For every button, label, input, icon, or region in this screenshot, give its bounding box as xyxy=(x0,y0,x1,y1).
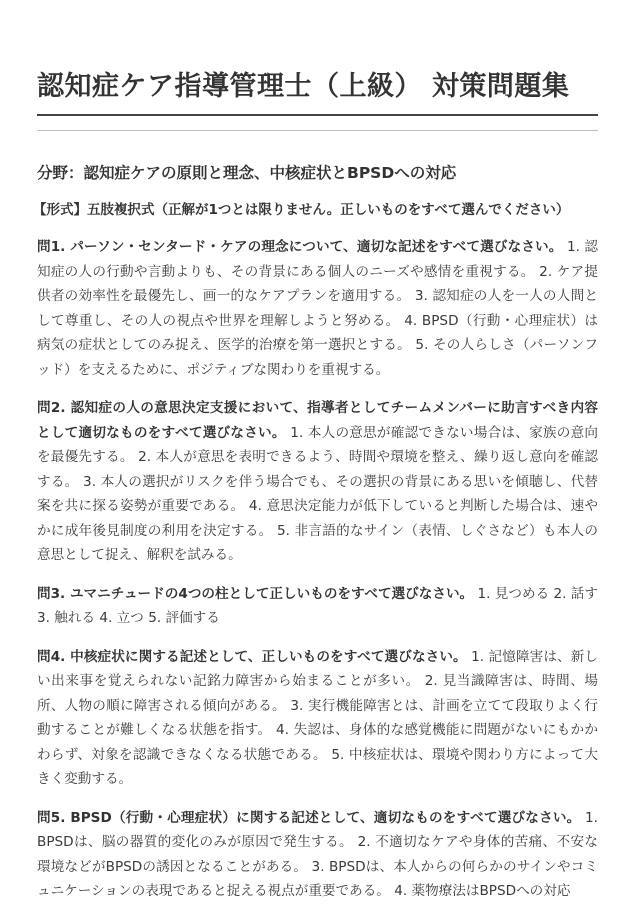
question-stem: 問3. ユマニチュードの4つの柱として正しいものをすべて選びなさい。 xyxy=(37,585,474,602)
question-2 xyxy=(37,396,598,568)
question-stem: 問5. BPSD（行動・心理症状）に関する記述として、適切なものをすべて選びなさい。 xyxy=(37,809,581,826)
question-stem: 問1. パーソン・センタード・ケアの理念について、適切な記述をすべて選びなさい。 xyxy=(37,239,563,255)
question-options: 1. BPSDは、脳の器質的変化のみが原因で発生する。 2. 不適切なケアや身体的苦痛、不安な環境などがBPSDの誘因となることがある。 3. BPSDは、本人からの何らかのサインやコミュニケーションの表現であると捉える視点が重要である。 4. 薬物療法はBPSDへの対応 xyxy=(37,809,598,899)
question-5 xyxy=(37,806,598,904)
page-title: 認知症ケア指導管理士（上級） 対策問題集 xyxy=(37,71,570,102)
question-options: 1. 見つめる 2. 話す 3. 触れる 4. 立つ 5. 評価する xyxy=(37,585,598,626)
question-1 xyxy=(37,235,598,382)
field-heading: 分野：認知症ケアの原則と理念、中核症状とBPSDへの対応 xyxy=(37,164,457,182)
divider xyxy=(37,130,598,131)
title-underline xyxy=(37,114,598,116)
question-stem: 問2. 認知症の人の意思決定支援において、指導者としてチームメンバーに助言すべき内容として適切なものをすべて選びなさい。 xyxy=(37,400,598,441)
question-stem: 問4. 中核症状に関する記述として、正しいものをすべて選びなさい。 xyxy=(37,648,467,665)
question-4 xyxy=(37,645,598,792)
format-note: 【形式】五肢複択式（正解が1つとは限りません。正しいものをすべて選んでください） xyxy=(33,202,570,218)
question-options: 1. 認知症の人の行動や言動よりも、その背景にある個人のニーズや感情を重視する。 2. ケア提供者の効率性を最優先し、画一的なケアプランを適用する。 3. 認知症の人を一人の人間として尊重し、その人の視点や世界を理解しようと努める。 4. BPSD（行動・心理症状）は病気の症状としてのみ捉え、医学的治療を第一選択とする。 5. その人らしさ（パーソンフッド）を支えるために、ポジティブな関わりを重視する。 xyxy=(37,239,599,378)
question-options: 1. 本人の意思が確認できない場合は、家族の意向を最優先する。 2. 本人が意思を表明できるよう、時間や環境を整え、繰り返し意向を確認する。 3. 本人の選択がリスクを伴う場合でも、その選択の背景にある思いを傾聴し、代替案を共に探る姿勢が重要である。 4. 意思決定能力が低下していると判断した場合は、速やかに成年後見制度の利用を決定する。 5. 非言語的なサイン（表情、しぐさなど）も本人の意思として捉え、解釈を試みる。 xyxy=(37,424,598,563)
question-options: 1. 記憶障害は、新しい出来事を覚えられない記銘力障害から始まることが多い。 2. 見当識障害は、時間、場所、人物の順に障害される傾向がある。 3. 実行機能障害とは、計画を立てて段取りよく行動することが難しくなる状態を指す。 4. 失認は、身体的な感覚機能に問題がないにもかかわらず、対象を認識できなくなる状態である。 5. 中核症状は、環境や関わり方によって大きく変動する。 xyxy=(37,648,598,787)
question-3 xyxy=(37,582,598,631)
